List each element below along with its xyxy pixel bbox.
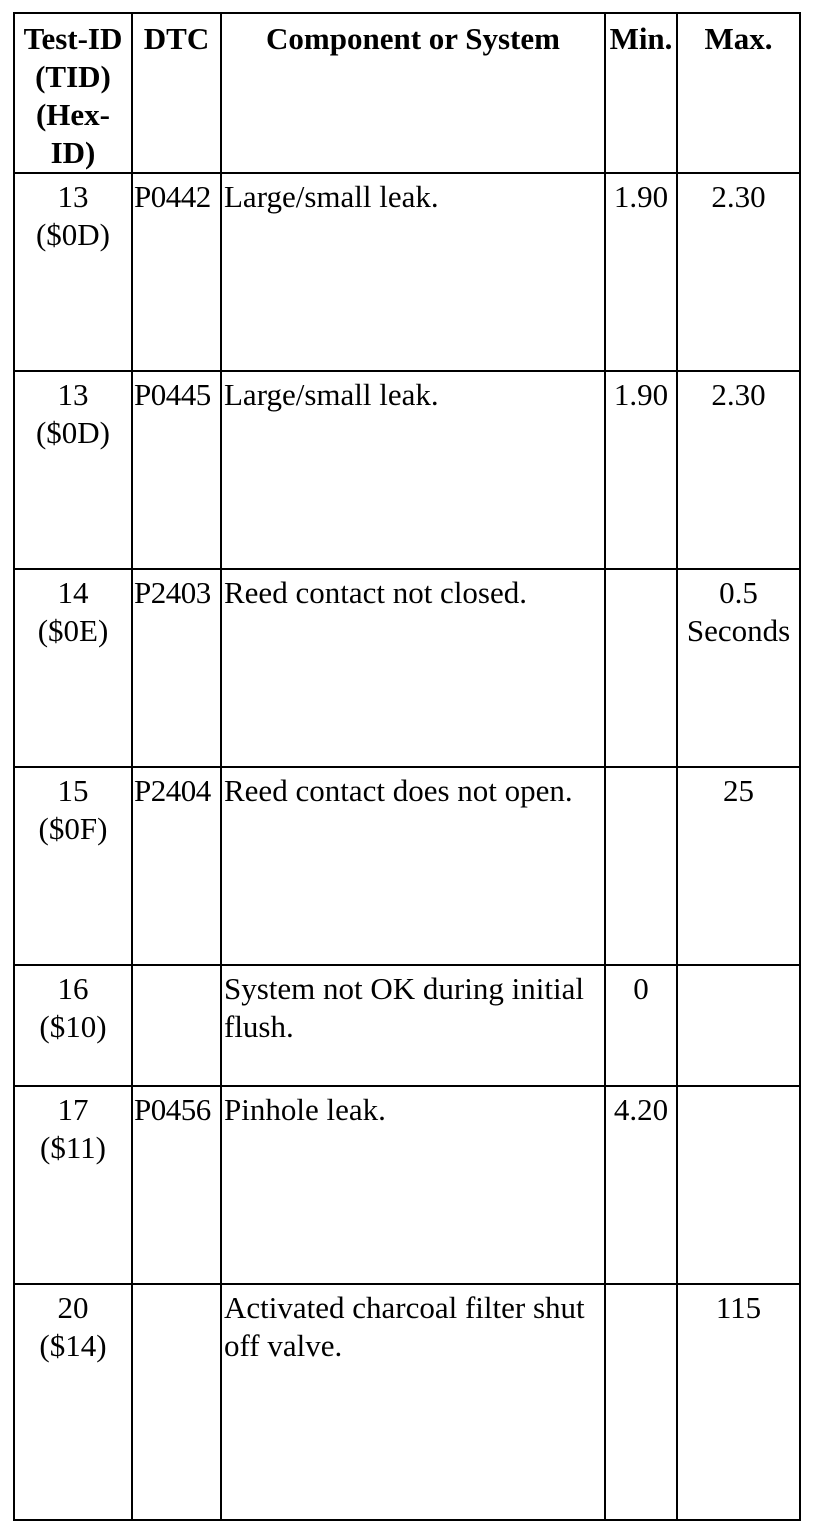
header-dtc: DTC: [132, 13, 221, 173]
cell-max: 2.30: [677, 371, 800, 569]
cell-component: Large/small leak.: [221, 173, 605, 371]
cell-max: 25: [677, 767, 800, 965]
cell-dtc: [132, 965, 221, 1086]
cell-test-id: [14, 767, 132, 965]
cell-test-id: [14, 965, 132, 1086]
table-body: [14, 173, 800, 1520]
cell-component: Reed contact does not open.: [221, 767, 605, 965]
hex-id-value: ($0E): [37, 613, 109, 648]
cell-component: Reed contact not closed.: [221, 569, 605, 767]
cell-test-id: [14, 371, 132, 569]
hex-id-value: ($0F): [38, 811, 108, 846]
header-row: [14, 13, 800, 173]
test-id-value: 13: [57, 377, 89, 412]
hex-id-value: ($11): [40, 1130, 106, 1165]
hex-id-value: ($0D): [35, 217, 111, 252]
cell-dtc: [132, 1284, 221, 1520]
cell-dtc: P0456: [132, 1086, 221, 1284]
cell-test-id: [14, 1284, 132, 1520]
cell-max: [677, 965, 800, 1086]
cell-test-id: [14, 569, 132, 767]
header-min: Min.: [605, 13, 677, 173]
cell-component: Pinhole leak.: [221, 1086, 605, 1284]
header-component: Component or System: [221, 13, 605, 173]
table-header: [14, 13, 800, 173]
table-row: [14, 173, 800, 371]
test-id-value: 16: [57, 971, 89, 1006]
cell-min: [605, 767, 677, 965]
test-id-value: 13: [57, 179, 89, 214]
table-row: [14, 569, 800, 767]
test-id-value: 14: [57, 575, 89, 610]
cell-max: 2.30: [677, 173, 800, 371]
table-row: [14, 1086, 800, 1284]
header-max: Max.: [677, 13, 800, 173]
cell-min: 1.90: [605, 173, 677, 371]
cell-dtc: P0442: [132, 173, 221, 371]
hex-id-value: ($14): [39, 1328, 107, 1363]
cell-min: 1.90: [605, 371, 677, 569]
cell-min: [605, 1284, 677, 1520]
cell-component: Activated charcoal filter shut off valve.: [221, 1284, 605, 1520]
cell-component: System not OK during initial flush.: [221, 965, 605, 1086]
dtc-test-table: [13, 12, 801, 1521]
cell-min: 4.20: [605, 1086, 677, 1284]
cell-component: Large/small leak.: [221, 371, 605, 569]
hex-id-value: ($0D): [35, 415, 111, 450]
table-row: [14, 767, 800, 965]
cell-dtc: P2404: [132, 767, 221, 965]
cell-max: [677, 1086, 800, 1284]
test-id-value: 20: [57, 1290, 89, 1325]
cell-min: [605, 569, 677, 767]
table-row: [14, 965, 800, 1086]
cell-dtc: P0445: [132, 371, 221, 569]
hex-id-value: ($10): [39, 1009, 107, 1044]
table-row: [14, 1284, 800, 1520]
cell-dtc: P2403: [132, 569, 221, 767]
cell-test-id: [14, 173, 132, 371]
test-id-value: 17: [57, 1092, 89, 1127]
test-id-value: 15: [57, 773, 89, 808]
cell-min: 0: [605, 965, 677, 1086]
header-test-id: Test-ID (TID) (Hex-ID): [14, 13, 132, 173]
cell-max: 0.5 Seconds: [677, 569, 800, 767]
cell-test-id: [14, 1086, 132, 1284]
cell-max: 115: [677, 1284, 800, 1520]
table-row: [14, 371, 800, 569]
